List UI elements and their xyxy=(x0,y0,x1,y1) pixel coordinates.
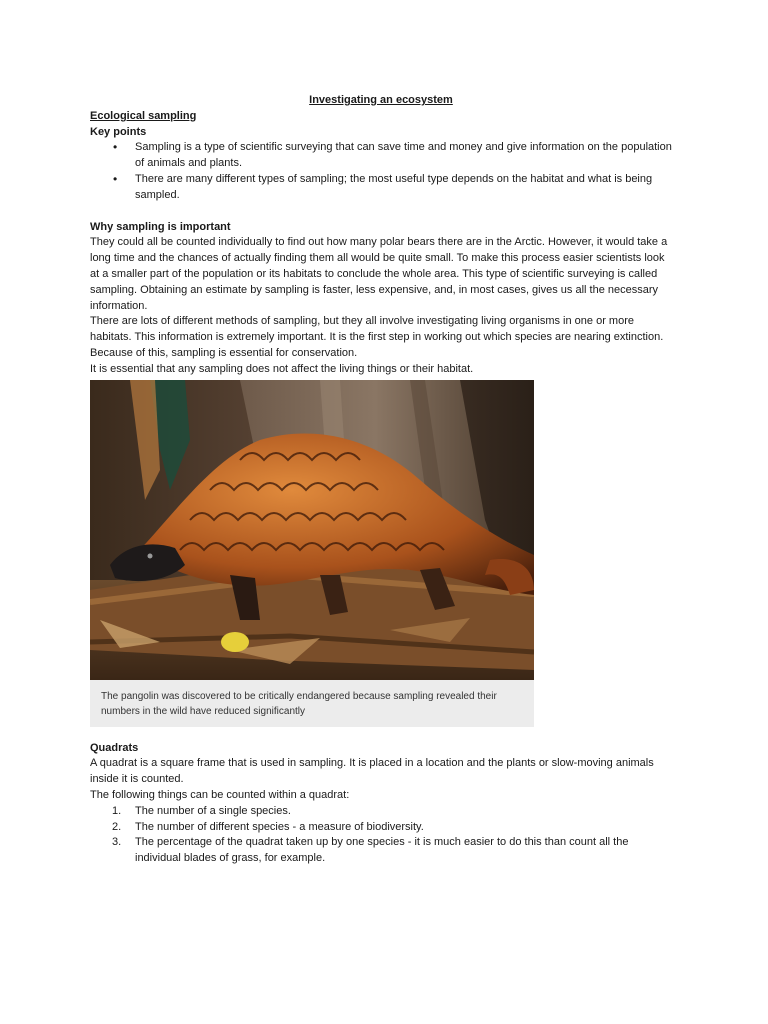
paragraph: The following things can be counted within a quadrat: xyxy=(90,788,350,801)
section-heading-ecological-sampling: Ecological sampling xyxy=(90,109,197,122)
list-item: • Sampling is a type of scientific surveying that can save time and money and give information on the population of animals and plants. xyxy=(135,140,672,172)
subheading-key-points: Key points xyxy=(90,125,147,138)
quadrat-count-list xyxy=(90,804,672,867)
section-heading-why-sampling: Why sampling is important xyxy=(90,220,231,233)
paragraph: There are lots of different methods of sampling, but they all involve investigating living organisms in one or more habitats. This information is extremely important. It is the first step in working out which species are nearing extinction. Because of this, sampling is essential for conservation. xyxy=(90,315,664,359)
list-item-text: The percentage of the quadrat taken up by one species - it is much easier to do this than count all the individual blades of grass, for example. xyxy=(135,836,629,865)
list-item-text: The number of a single species. xyxy=(135,804,291,817)
figure-caption: The pangolin was discovered to be critically endangered because sampling revealed their numbers in the wild have reduced significantly xyxy=(90,680,534,727)
pangolin-photo xyxy=(90,380,534,680)
list-number: 2. xyxy=(112,820,122,833)
document-title: Investigating an ecosystem xyxy=(309,94,453,106)
list-number: 3. xyxy=(112,836,122,849)
list-item: • There are many different types of sampling; the most useful type depends on the habitat and what is being sampled. xyxy=(135,172,672,204)
section-heading-quadrats: Quadrats xyxy=(90,741,139,754)
list-item xyxy=(112,835,672,867)
paragraph: They could all be counted individually to find out how many polar bears there are in the Arctic. However, it would take a long time and the chances of actually finding them all would be quite small. To make this process easier scientists look at a smaller part of the population or its habitats to conclude the whole area. This type of scientific surveying is called sampling. Obtaining an estimate by sampling is faster, less expensive, and, in most cases, gives us all the necessary information. xyxy=(90,236,668,312)
document-page xyxy=(90,93,672,867)
pangolin-figure xyxy=(90,380,534,727)
list-item xyxy=(112,820,672,836)
list-item-text: The number of different species - a measure of biodiversity. xyxy=(135,820,424,833)
paragraph: A quadrat is a square frame that is used in sampling. It is placed in a location and the plants or slow-moving animals inside it is counted. xyxy=(90,757,654,786)
list-item xyxy=(112,804,672,820)
key-points-list xyxy=(90,140,672,203)
list-number: 1. xyxy=(112,804,122,817)
paragraph: It is essential that any sampling does not affect the living things or their habitat. xyxy=(90,362,474,375)
